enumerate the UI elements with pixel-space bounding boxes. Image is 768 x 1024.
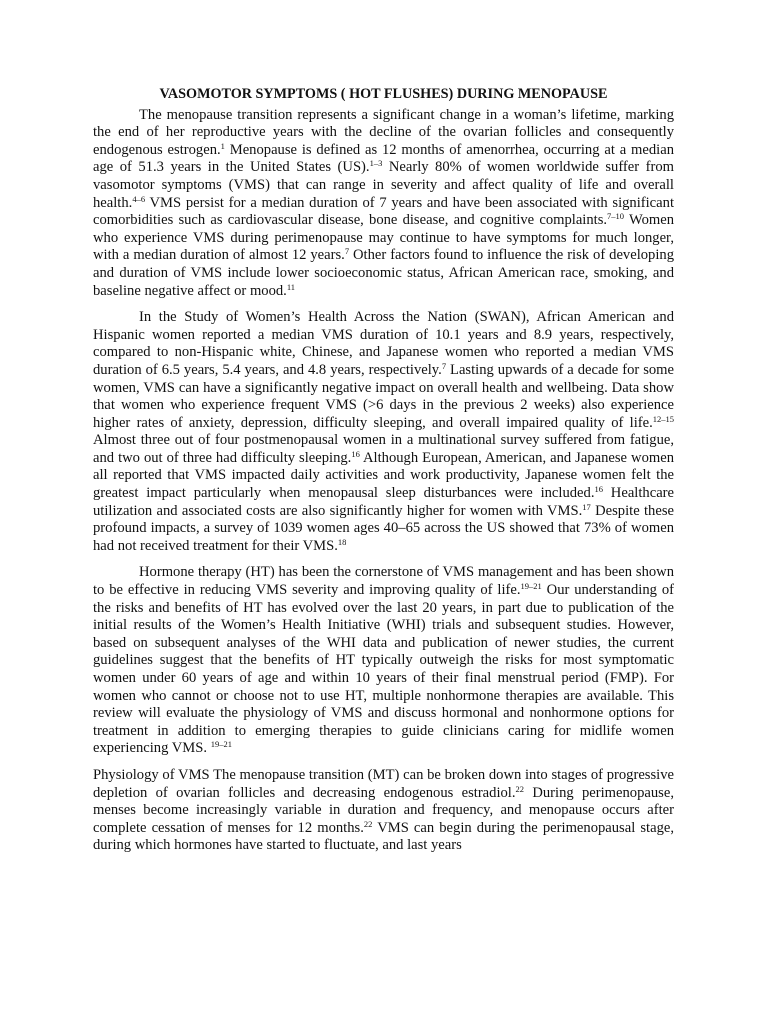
citation-superscript: 1–3 [369,158,383,169]
citation-superscript: 22 [363,818,373,829]
citation-superscript: 17 [582,501,591,512]
paragraph [93,107,674,301]
paragraph [93,564,674,758]
citation-superscript: 7–10 [607,211,625,222]
paragraph-text: Hormone therapy (HT) has been the cornerstone of VMS management and has been shown to be effective in reducing VMS severity and improving quality of life. [93,564,674,599]
citation-superscript: 19–21 [210,739,232,750]
paragraph-text: Lasting upwards of a decade for some women, VMS can have a significantly negative impact on overall health and wellbeing. Data show that women who experience frequent VMS (>6 days in the previous 2 weeks) also experience higher rates of anxiety, depression, difficulty sleeping, and overall impaired quality of life. [93,361,675,431]
paragraph-text: VMS persist for a median duration of 7 years and have been associated with significant comorbidities such as cardiovascular disease, bone disease, and cognitive complaints. [93,194,674,229]
citation-superscript: 18 [337,536,347,547]
paragraph-text: Healthcare utilization and associated costs are also significantly higher for women with VMS. [93,485,675,519]
citation-superscript: 19–21 [520,581,542,592]
paragraph-text: The menopause transition represents a significant change in a woman’s lifetime, marking the end of her reproductive years with the decline of the ovarian follicles and consequently endogenous estrogen. [93,106,674,158]
paragraph-text: In the Study of Women’s Health Across the Nation (SWAN), African American and Hispanic women reported a median VMS duration of 10.1 years and 8.9 years, respectively, compared to non-Hispanic white, Chinese, and Japanese women who reported a median VMS duration of 6.5 years, 5.4 years, and 4.8 years, respectively. [93,309,674,378]
paragraph [93,767,674,855]
paragraph-text: Physiology of VMS The menopause transition (MT) can be broken down into stages of progressive depletion of ovarian follicles and decreasing endogenous estradiol. [93,766,674,801]
paragraph-text: During perimenopause, menses become increasingly variable in duration and frequency, and menopause occurs after complete cessation of menses for 12 months. [93,784,674,836]
citation-superscript: 22 [515,783,525,794]
paragraph-text: Our understanding of the risks and benefits of HT has evolved over the last 20 years, in part due to publication of the initial results of the Women’s Health Initiative (WHI) trials and subsequent studies. However, based on subsequent analyses of the WHI data and publication of newer studies, the current guidelines suggest that the benefits of HT typically outweigh the risks for most symptomatic women under 60 years of age and within 10 years of their final menstrual period (FMP). For women who cannot or choose not to use HT, multiple nonhormone therapies are available. This review will evaluate the physiology of VMS and discuss hormonal and nonhormone options for treatment in addition to emerging therapies to guide clinicians caring for midlife women experiencing VMS. [93,582,674,757]
paragraph-text: Women who experience VMS during perimenopause may continue to have symptoms for much longer, with a median duration of almost 12 years. [93,212,674,264]
paragraph [93,309,674,555]
citation-superscript: 16 [351,448,360,459]
citation-superscript: 4–6 [132,193,146,204]
document-title: VASOMOTOR SYMPTOMS ( HOT FLUSHES) DURING MENOPAUSE [159,86,608,102]
paragraph-text: Other factors found to influence the risk of developing and duration of VMS include lower socioeconomic status, African American race, smoking, and baseline negative affect or mood. [93,247,675,299]
document-page [93,86,674,864]
citation-superscript: 7 [441,360,447,371]
citation-superscript: 7 [344,246,350,257]
paragraph-text: Although European, American, and Japanese women all reported that VMS impacted daily activities and work productivity, Japanese women felt the greatest impact particularly when menopausal sleep disturbances were included. [93,449,674,502]
paragraph-text: Menopause is defined as 12 months of amenorrhea, occurring at a median age of 51.3 years in the United States (US). [93,141,674,176]
citation-superscript: 12–15 [652,413,674,424]
paragraph-text: Almost three out of four postmenopausal women in a multinational survey suffered from fatigue, and two out of three had difficulty sleeping. [93,432,674,466]
citation-superscript: 11 [286,281,296,292]
paragraph-text: Nearly 80% of women worldwide suffer from vasomotor symptoms (VMS) that can range in severity and affect quality of life and overall health. [93,159,674,211]
paragraph-text: VMS can begin during the perimenopausal stage, during which hormones have started to fluctuate, and last years [93,819,674,854]
citation-superscript: 16 [594,484,603,495]
paragraph-text: Despite these profound impacts, a survey of 1039 women ages 40–65 across the US showed that 73% of women had not received treatment for their VMS. [93,502,674,554]
citation-superscript: 1 [220,140,225,151]
document-body [93,107,674,855]
